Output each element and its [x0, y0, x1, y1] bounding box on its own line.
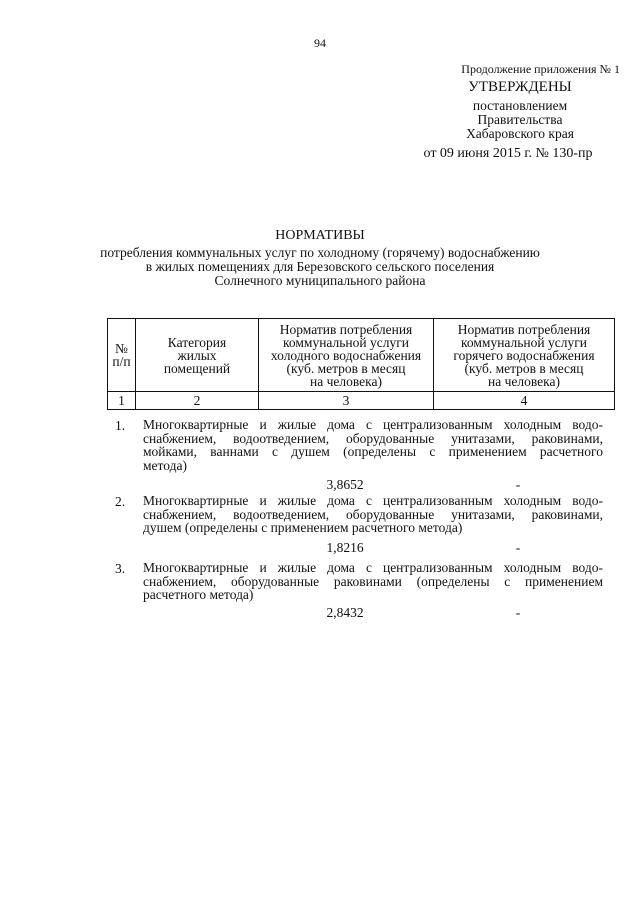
hot-water-value: - — [515, 477, 521, 492]
page-number: 94 — [314, 36, 326, 50]
cold-water-value: 1,8216 — [326, 540, 364, 555]
cold-water-value: 2,8432 — [326, 605, 364, 620]
row-number: 3. — [115, 561, 126, 576]
row-number: 2. — [115, 494, 126, 509]
decree-line: Хабаровского края — [466, 126, 574, 141]
decree-date: от 09 июня 2015 г. № 130-пр — [423, 146, 593, 161]
row-number: 1. — [115, 418, 126, 433]
column-number: 2 — [136, 392, 259, 410]
column-number: 1 — [108, 392, 136, 410]
decree-line: постановлением — [472, 98, 568, 113]
row-description: Многоквартирные и жилые дома с централизованным холодным водо- снабжением, оборудованные раковинами (определены с применением расчетного метода) — [143, 560, 603, 602]
appendix-continuation-note: Продолжение приложения № 1 — [461, 62, 620, 76]
header-cell-cold-water: Норматив потребления коммунальной услуги холодного водоснабжения (куб. метров в месяц на человека) — [259, 319, 434, 392]
subtitle-line: в жилых помещениях для Березовского сельского поселения — [145, 259, 495, 274]
subtitle-line: потребления коммунальных услуг по холодному (горячему) водоснабжению — [100, 245, 540, 260]
column-number: 3 — [259, 392, 434, 410]
header-cell-number: № п/п — [108, 319, 136, 392]
hot-water-value: - — [515, 540, 521, 555]
row-description: Многоквартирные и жилые дома с централизованным холодным водо- снабжением, водоотведением, оборудованные унитазами, раковинами, душем (определены с применением расчетного метода) — [143, 493, 603, 535]
subtitle-line: Солнечного муниципального района — [214, 273, 426, 288]
table-header-row — [108, 319, 615, 392]
decree-line: Правительства — [477, 112, 563, 127]
decree-block — [440, 99, 600, 141]
hot-water-value: - — [515, 605, 521, 620]
norms-table-header — [107, 318, 615, 410]
header-cell-category: Категория жилых помещений — [136, 319, 259, 392]
header-cell-hot-water: Норматив потребления коммунальной услуги горячего водоснабжения (куб. метров в месяц на человека) — [434, 319, 615, 392]
approved-label: УТВЕРЖДЕНЫ — [468, 79, 572, 95]
document-subtitle — [100, 246, 540, 288]
document-title: НОРМАТИВЫ — [275, 228, 365, 243]
cold-water-value: 3,8652 — [326, 477, 364, 492]
column-number-row — [108, 392, 615, 410]
column-number: 4 — [434, 392, 615, 410]
row-description: Многоквартирные и жилые дома с централизованным холодным водо- снабжением, водоотведением, оборудованные унитазами, раковинами, мойками, ваннами с душем (определены с применением расчетного метода) — [143, 417, 603, 473]
